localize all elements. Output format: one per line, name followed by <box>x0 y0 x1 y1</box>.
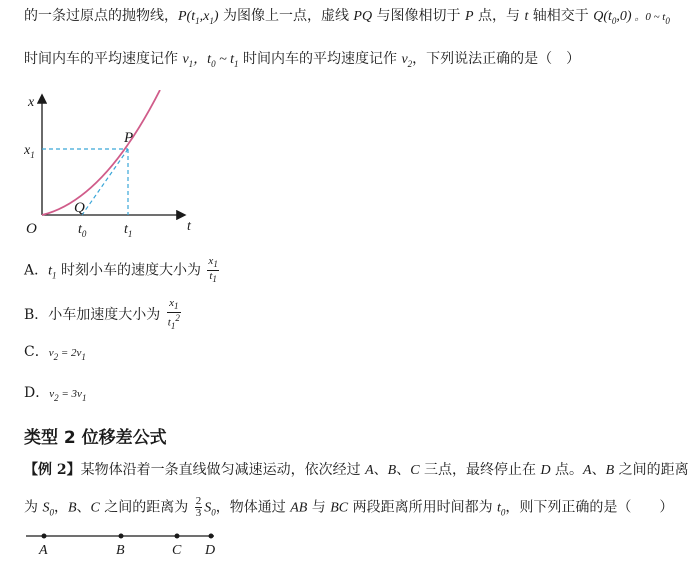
sub: 0 <box>211 58 216 69</box>
fraction-x1-t1: $\frac{x_1}{t_1}$ <box>208 255 218 285</box>
text: 时间内车的平均速度记作 <box>238 51 402 67</box>
math: t <box>497 500 501 516</box>
sub: 0 <box>49 507 54 518</box>
point-a-label: A <box>39 543 48 558</box>
text: 与图像相切于 <box>372 8 465 24</box>
sub: 2 <box>53 351 59 362</box>
math: S <box>204 500 212 516</box>
math: A <box>583 463 592 478</box>
math-p: P <box>464 9 474 24</box>
option-label: A． <box>24 262 49 279</box>
math: v <box>48 347 54 359</box>
point-b-label: B <box>116 543 125 558</box>
math: AB <box>290 500 308 516</box>
math: t <box>48 263 53 279</box>
math: C <box>410 463 420 478</box>
text: ，物体通过 <box>215 499 291 516</box>
position-time-graph <box>24 90 204 240</box>
option-text: 小车加速度大小为 <box>48 307 165 324</box>
sub: 1 <box>81 351 86 362</box>
math-p: P(t <box>178 9 196 24</box>
section-heading: 类型 2 位移差公式 <box>24 428 167 448</box>
text: 某物体沿着一条直线做匀减速运动，依次经过 <box>80 462 366 478</box>
tick-x1-label: $x_1$ <box>24 143 35 160</box>
example2-line-1: 【例 2】某物体沿着一条直线做匀减速运动，依次经过 A、B、C 三点，最终停止在 D 点。A、B 之间的距离 <box>24 462 689 478</box>
point-q-label: Q <box>74 200 85 216</box>
text: 点。 <box>550 462 584 478</box>
option-a <box>24 256 221 286</box>
point-c-dot <box>175 534 180 539</box>
fraction-2-3: $\frac{2}{3}$ <box>195 495 202 519</box>
text: 三点，最终停止在 <box>419 462 541 478</box>
math-t: t <box>524 9 529 24</box>
parabola-curve <box>42 90 160 215</box>
text: 轴相交于 <box>528 8 594 24</box>
point-p-label: P <box>124 130 134 146</box>
option-label: C． <box>24 344 49 360</box>
sub: 1 <box>209 15 214 26</box>
math: ,0) <box>616 9 632 24</box>
sub: 2 <box>407 58 413 69</box>
text: ，下列说法正确的是（ ） <box>412 51 581 67</box>
text: ，则下列正确的是（ ） <box>505 499 674 516</box>
fraction-x1-t1sq: $\frac{x_1}{t_1^2}$ <box>167 297 180 332</box>
sub: 1 <box>188 58 194 69</box>
math: ,x <box>199 9 210 24</box>
sub: 0 <box>611 15 617 26</box>
math-v1: v <box>182 52 189 67</box>
point-d-label: D <box>205 543 216 558</box>
example-tag: 【例 2】 <box>24 462 81 478</box>
math-range: 。0 ~ t <box>631 11 666 23</box>
sub: 0 <box>211 507 216 518</box>
sub: 2 <box>54 392 59 403</box>
math: = 2v <box>58 347 82 359</box>
example2-line-2: 为 $S_0$，B、C 之间的距离为 $\frac{2}{3}$ $S_0$，物体通过 AB 与 BC 两段距离所用时间都为 $t_0$，则下列正确的是（ ） <box>24 495 674 519</box>
text: 之间的距离 <box>614 462 689 478</box>
math: ~ t <box>215 52 235 67</box>
axis-x-label: t <box>187 219 191 234</box>
problem-line-2 <box>24 48 580 75</box>
tick-t1-label: $t_1$ <box>124 222 133 239</box>
option-c <box>24 341 86 368</box>
option-text: 时刻小车的速度大小为 <box>56 262 206 279</box>
math: ，t <box>193 52 212 67</box>
text: 之间的距离为 <box>99 499 193 516</box>
option-b <box>24 298 183 332</box>
point-b-dot <box>119 534 124 539</box>
math-pq: PQ <box>353 9 373 24</box>
math-q: Q(t <box>593 9 612 24</box>
tick-t0-label: $t_0$ <box>78 222 87 239</box>
option-label: B． <box>24 307 49 324</box>
point-c-label: C <box>172 543 182 558</box>
sub: 0 <box>665 15 670 26</box>
text: 时间内车的平均速度记作 <box>24 51 183 67</box>
sub: 0 <box>500 507 506 518</box>
number-line-diagram <box>24 528 234 558</box>
sub: 1 <box>52 270 57 281</box>
option-d <box>24 382 86 409</box>
axis-y-label: x <box>28 95 35 110</box>
point-d-dot <box>209 534 214 539</box>
sub: 1 <box>234 58 239 69</box>
tangent-line-pq <box>82 149 128 215</box>
math: v <box>49 388 55 400</box>
origin-label: O <box>26 221 37 237</box>
math: A <box>365 463 374 478</box>
math: = 3v <box>58 388 82 400</box>
text: 与 <box>307 499 331 516</box>
problem-line-1 <box>24 5 670 32</box>
option-label: D． <box>24 385 50 401</box>
point-a-dot <box>42 534 47 539</box>
math: B <box>605 463 615 478</box>
math: B <box>67 500 77 516</box>
text: 为 <box>24 499 43 516</box>
math: D <box>540 463 551 478</box>
text: 为图像上一点，虚线 <box>218 8 354 24</box>
text: ， <box>53 499 68 516</box>
math: S <box>42 500 50 516</box>
math: B <box>387 463 397 478</box>
text: 的一条过原点的抛物线， <box>24 8 178 24</box>
math: ) <box>213 9 219 24</box>
text: 两段距离所用时间都为 <box>348 499 498 516</box>
math: C <box>90 500 100 516</box>
math: BC <box>330 500 349 516</box>
sub: 1 <box>195 15 200 26</box>
math-v2: v <box>401 52 408 67</box>
sub: 1 <box>81 392 87 403</box>
text: 点，与 <box>473 8 525 24</box>
